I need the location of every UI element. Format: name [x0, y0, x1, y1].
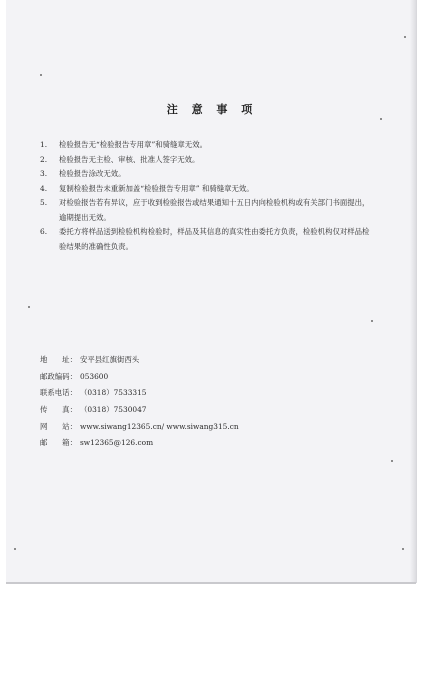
contact-value: （0318）7530047 — [80, 405, 147, 415]
scan-speck — [391, 460, 393, 462]
contact-email — [40, 435, 360, 452]
note-number: 4. — [40, 183, 48, 193]
scan-speck — [28, 306, 30, 308]
contact-value: sw12365@126.com — [80, 438, 154, 448]
note-item — [40, 138, 375, 153]
contact-label: 联系电话： — [40, 388, 77, 398]
note-number: 6. — [40, 227, 48, 236]
contact-phone — [40, 385, 360, 402]
contact-label: 地 址： — [40, 355, 77, 364]
contact-value: 053600 — [80, 371, 109, 381]
contact-address — [40, 352, 360, 369]
note-number: 2. — [40, 154, 48, 164]
contact-label: 邮政编码： — [40, 371, 77, 381]
scan-speck — [371, 320, 373, 322]
note-text: 委托方将样品送到检验机构检验时，样品及其信息的真实性由委托方负责，检验机构仅对样品检验结果的准确性负责。 — [59, 227, 370, 251]
note-item — [40, 196, 375, 225]
contact-label: 网 站： — [40, 421, 77, 431]
note-number: 5. — [40, 198, 48, 207]
contact-label: 邮 箱： — [40, 438, 77, 448]
scan-speck — [40, 74, 42, 76]
scan-speck — [402, 548, 404, 550]
contact-info — [40, 352, 360, 452]
note-item — [40, 153, 375, 168]
note-number: 1. — [40, 140, 48, 149]
scan-speck — [14, 548, 16, 550]
paper-sheet — [6, 0, 417, 583]
note-text: 对检验报告若有异议，应于收到检验报告或结果通知十五日内向检验机构或有关部门书面提出，逾期提出无效。 — [59, 198, 370, 222]
contact-label: 传 真： — [40, 405, 77, 415]
note-item — [40, 182, 375, 197]
contact-value: www.siwang12365.cn/ www.siwang315.cn — [80, 421, 239, 431]
note-text: 检验报告涂改无效。 — [59, 169, 126, 178]
notes-list — [40, 138, 375, 254]
contact-postcode — [40, 369, 360, 386]
contact-value: （0318）7533315 — [80, 388, 147, 398]
scan-speck — [380, 118, 382, 120]
note-number: 3. — [40, 169, 48, 178]
scan-speck — [404, 36, 406, 38]
contact-value: 安平县红旗街西头 — [80, 355, 140, 364]
note-item — [40, 167, 375, 182]
note-text: 检验报告无“检验报告专用章”和骑缝章无效。 — [59, 140, 207, 149]
note-item — [40, 225, 375, 254]
contact-fax — [40, 402, 360, 419]
page-title: 注 意 事 项 — [166, 103, 258, 116]
paper-edge-shadow — [410, 0, 416, 583]
note-text: 检验报告无主检、审核、批准人签字无效。 — [59, 154, 200, 164]
contact-website — [40, 419, 360, 436]
note-text: 复制检验报告未重新加盖“检验报告专用章” 和骑缝章无效。 — [59, 183, 254, 193]
paper-bottom-edge — [6, 582, 416, 584]
